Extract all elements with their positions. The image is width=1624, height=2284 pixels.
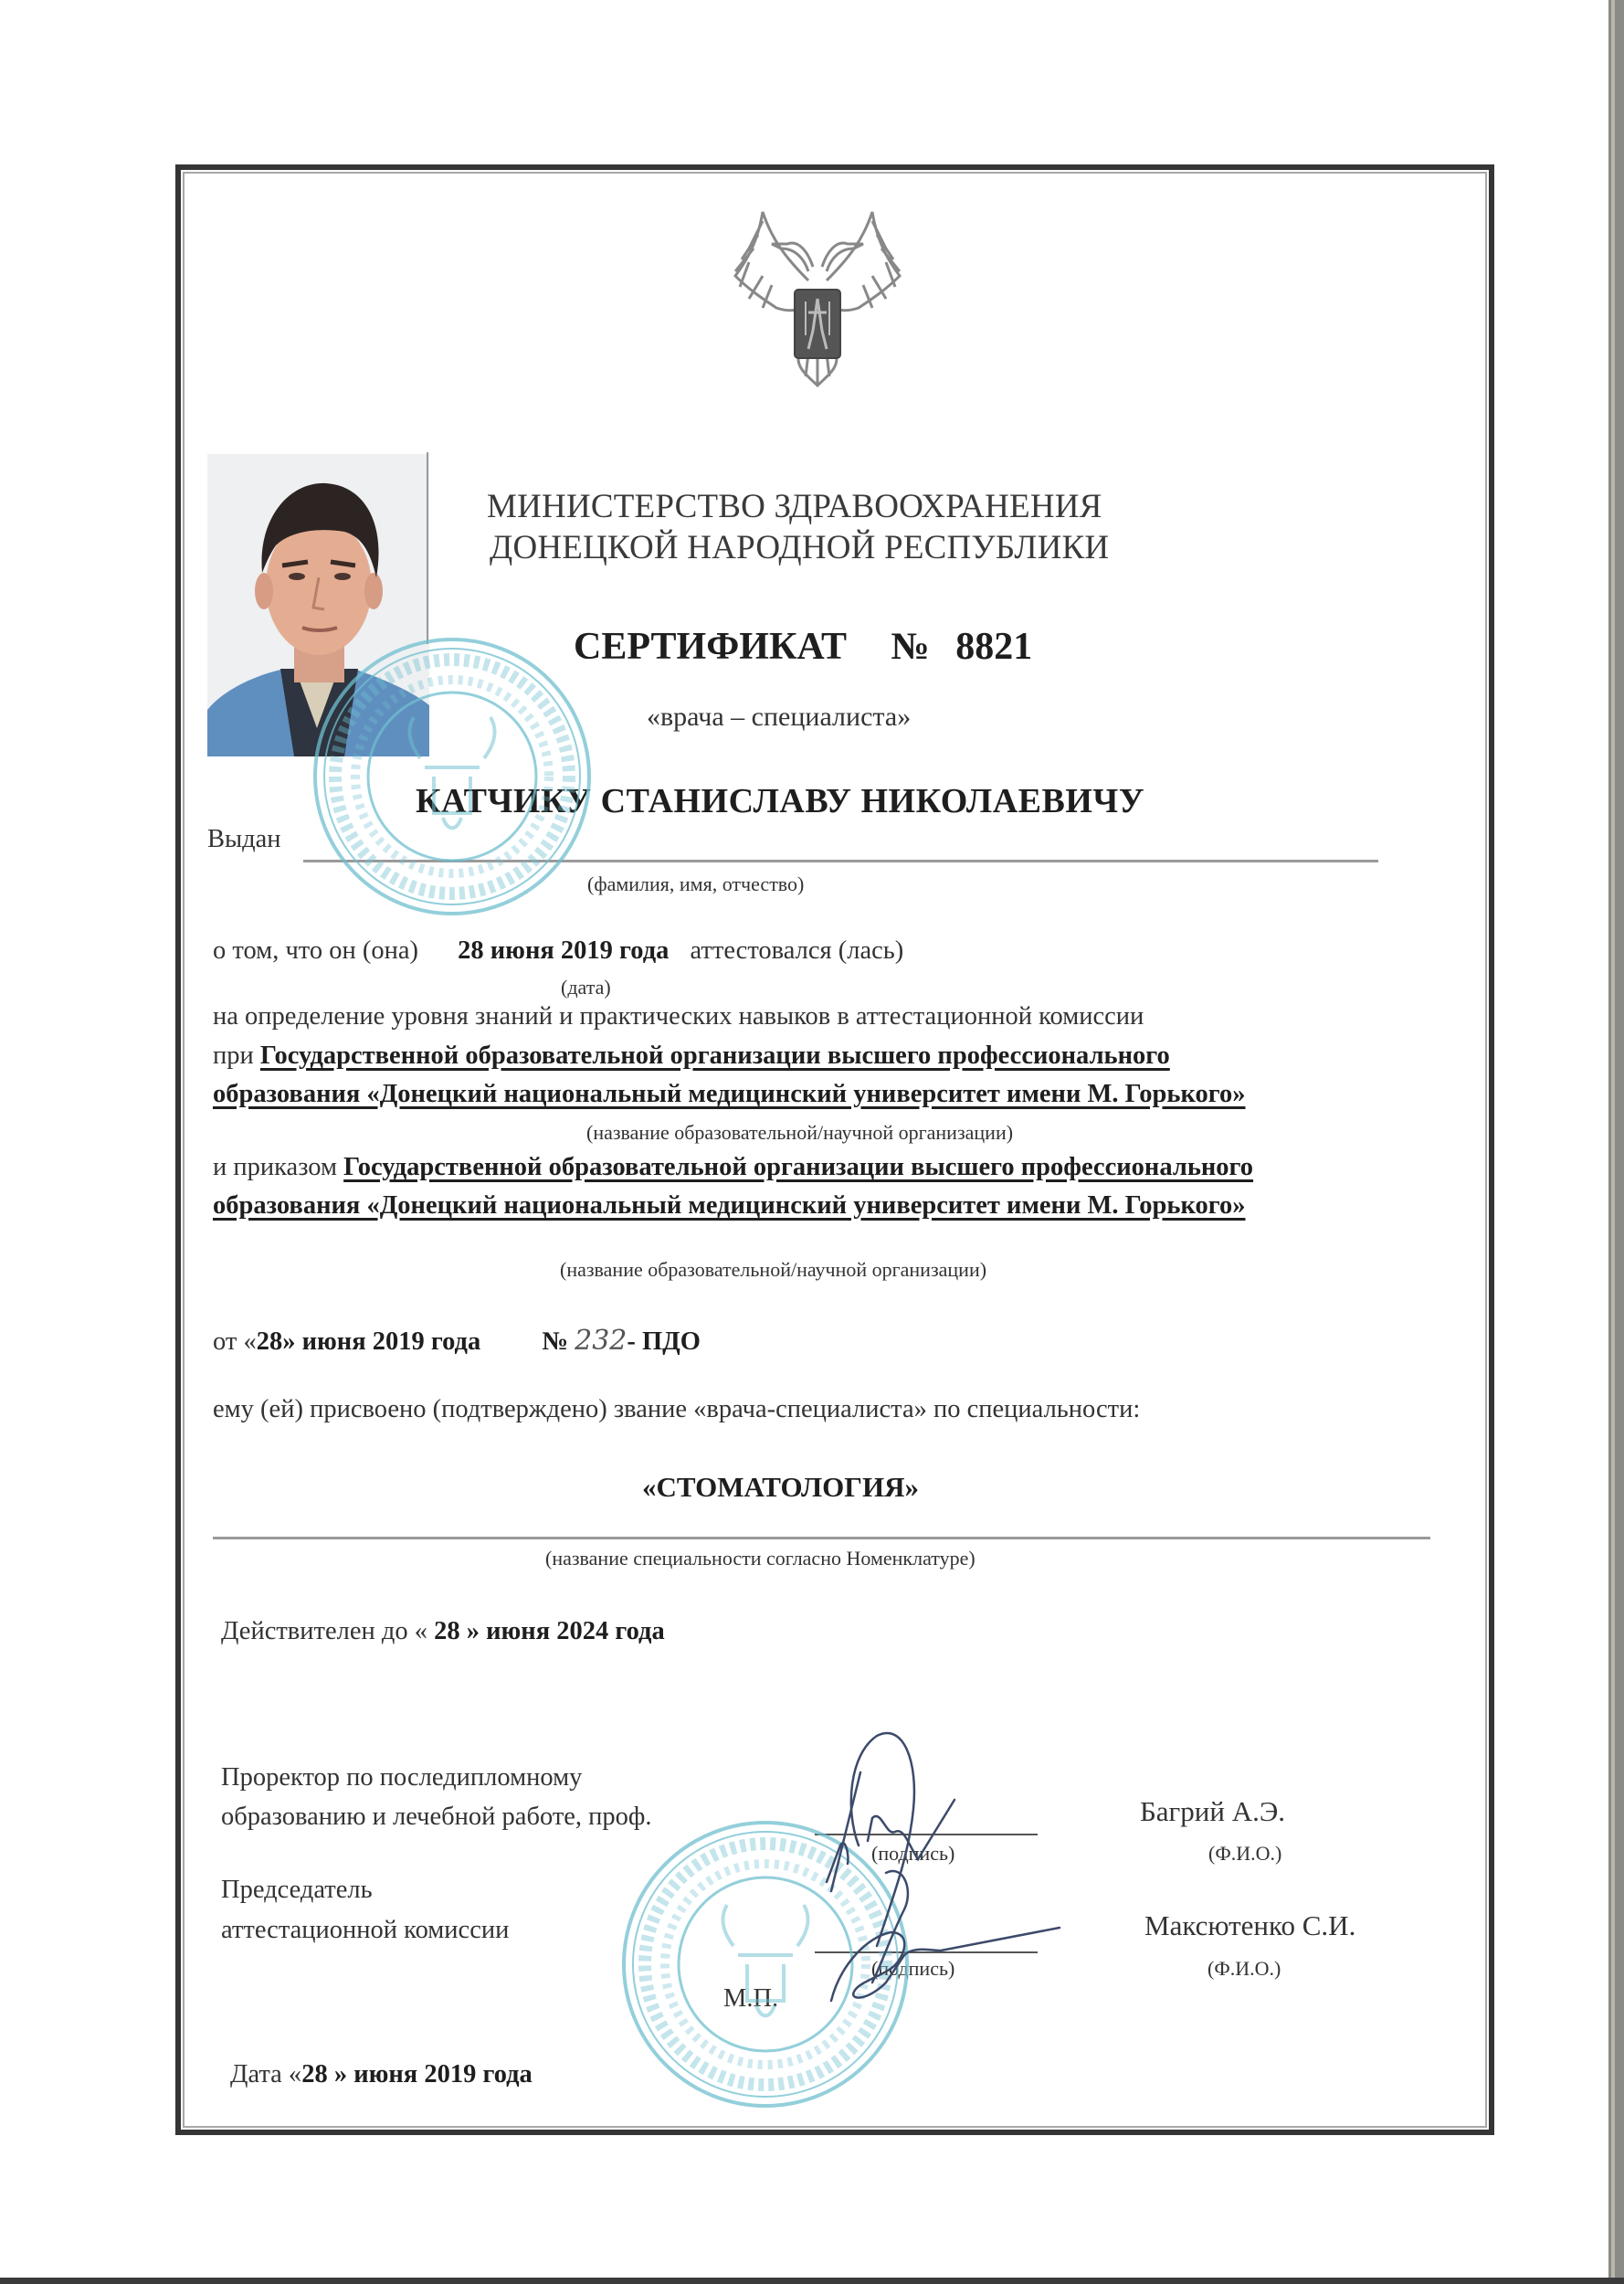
- attestation-org-name-1: Государственной образовательной организации высшего профессионального: [259, 1042, 1170, 1070]
- certificate-label: СЕРТИФИКАТ: [574, 626, 848, 668]
- holder-full-name: КАТЧИКУ СТАНИСЛАВУ НИКОЛАЕВИЧУ: [416, 782, 1145, 820]
- signer-2-role-line-2: аттестационной комиссии: [221, 1916, 510, 1944]
- validity-day: 28: [434, 1617, 460, 1645]
- order-date-line: [213, 1325, 701, 1357]
- specialty-intro: ему (ей) присвоено (подтверждено) звание «врача-специалиста» по специальности:: [213, 1395, 1141, 1423]
- signature-icon: [804, 1708, 1078, 2010]
- certificate-title: [574, 625, 1032, 669]
- specialty-name: «СТОМАТОЛОГИЯ»: [642, 1471, 919, 1503]
- official-seal-icon: [306, 630, 598, 923]
- attestation-suffix: аттестовался (лась): [690, 936, 904, 965]
- validity-label: Действителен до «: [221, 1617, 435, 1645]
- order-org-caption: (название образовательной/научной организации): [560, 1258, 987, 1281]
- attestation-purpose: на определение уровня знаний и практических навыков в аттестационной комиссии: [213, 1002, 1144, 1031]
- coat-of-arms-eagle-icon: [722, 203, 913, 390]
- signer-2-name-caption: (Ф.И.О.): [1207, 1957, 1281, 1980]
- attestation-org-name-2: образования «Донецкий национальный медицинский университет имени М. Горького»: [213, 1080, 1246, 1108]
- certificate-number-sign: №: [891, 626, 930, 668]
- signer-1-role-line-2: образованию и лечебной работе, проф.: [221, 1803, 652, 1831]
- issue-date-label: Дата «: [230, 2060, 302, 2088]
- signer-2-sign-caption: (подпись): [871, 1957, 955, 1980]
- order-from-label: от «: [213, 1327, 257, 1356]
- ministry-line-1: МИНИСТЕРСТВО ЗДРАВООХРАНЕНИЯ: [487, 488, 1102, 525]
- attestation-line: [213, 936, 903, 966]
- specialty-underline: [213, 1537, 1430, 1539]
- photo-divider-line: [427, 452, 428, 644]
- order-org-line-1: [213, 1153, 1253, 1182]
- validity-rest: » июня 2024 года: [459, 1617, 665, 1645]
- scan-edge-bottom: [0, 2278, 1624, 2284]
- attestation-date: 28 июня 2019 года: [458, 936, 670, 965]
- date-caption: (дата): [561, 976, 611, 999]
- signer-1-name: Багрий А.Э.: [1140, 1795, 1286, 1827]
- certificate-subtitle: «врача – специалиста»: [647, 702, 912, 732]
- order-number-suffix: - ПДО: [627, 1327, 701, 1356]
- order-org-name-1: Государственной образовательной организации высшего профессионального: [343, 1153, 1254, 1181]
- attestation-org-line-1: [213, 1042, 1170, 1071]
- attestation-org-caption: (название образовательной/научной организации): [586, 1121, 1014, 1144]
- signer-1-name-caption: (Ф.И.О.): [1208, 1842, 1282, 1865]
- order-org-name-2: образования «Донецкий национальный медицинский университет имени М. Горького»: [213, 1191, 1246, 1220]
- issue-date-line: [230, 2060, 533, 2089]
- order-month-year: » июня 2019 года: [282, 1327, 481, 1356]
- name-caption: (фамилия, имя, отчество): [587, 872, 805, 895]
- certificate-number: 8821: [955, 626, 1033, 668]
- signer-2-name: Максютенко С.И.: [1144, 1909, 1356, 1941]
- at-prefix: при: [213, 1042, 254, 1070]
- scan-edge-right: [1608, 0, 1624, 2284]
- issue-date-value: 28 » июня 2019 года: [301, 2060, 533, 2088]
- signer-1-role-line-1: Проректор по последипломному: [221, 1763, 583, 1792]
- order-prefix: и приказом: [213, 1153, 338, 1181]
- order-handwritten-number: 232: [575, 1325, 627, 1357]
- ministry-line-2: ДОНЕЦКОЙ НАРОДНОЙ РЕСПУБЛИКИ: [490, 529, 1110, 566]
- order-number-sign: №: [542, 1327, 568, 1356]
- signer-2-role-line-1: Председатель: [221, 1876, 373, 1904]
- specialty-caption: (название специальности согласно Номенклатуре): [545, 1547, 975, 1570]
- issued-label: Выдан: [207, 825, 281, 853]
- attestation-prefix: о том, что он (она): [213, 936, 418, 965]
- validity-line: [221, 1617, 665, 1646]
- seal-place-label: М.П.: [723, 1984, 779, 2013]
- order-day: 28: [256, 1327, 283, 1356]
- signer-1-sign-caption: (подпись): [871, 1842, 955, 1865]
